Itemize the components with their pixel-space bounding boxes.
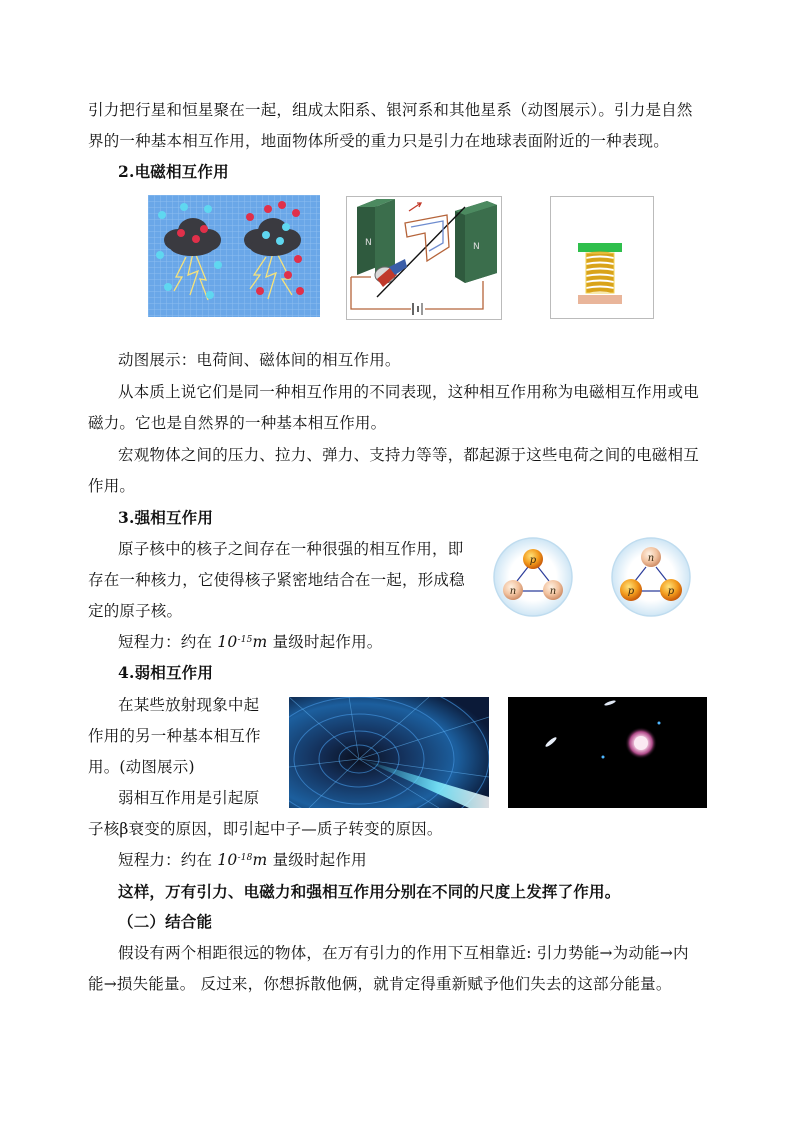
magnet-pole-left: N <box>365 238 372 248</box>
nucleus-diagram-1 <box>493 537 573 617</box>
text-line: 能→损失能量。 反过来，你想拆散他俩，就肯定得重新赋予他们失去的这部分能量。 <box>88 975 672 993</box>
text-line: 原子核中的核子之间存在一种很强的相互作用，即 <box>118 540 464 558</box>
text-line: 子核β衰变的原因，即引起中子—质子转变的原因。 <box>88 820 443 838</box>
tunnel-figure <box>289 697 489 808</box>
nucleon-label: p <box>627 586 635 597</box>
text-line: 作用的另一种基本相互作 <box>88 727 261 745</box>
heading-strong: 3.强相互作用 <box>118 508 214 527</box>
summary-line: 这样，万有引力、电磁力和强相互作用分别在不同的尺度上发挥了作用。 <box>118 882 621 901</box>
heading-weak: 4.弱相互作用 <box>118 663 214 682</box>
magnet-pole-right: N <box>473 242 480 252</box>
heading-electromagnetic: 2.电磁相互作用 <box>118 162 229 181</box>
text-line: 定的原子核。 <box>88 602 183 620</box>
nucleon-label: n <box>549 586 557 597</box>
nucleon-label: n <box>509 586 517 597</box>
nucleon-label: p <box>667 586 675 597</box>
text-line: 用。(动图展示) <box>88 758 195 776</box>
range-strong: 短程力：约在 $10^{-15}m$ 量级时起作用。 <box>118 633 383 651</box>
text-line: 动图展示：电荷间、磁体间的相互作用。 <box>118 351 401 369</box>
motor-magnets-figure <box>346 196 502 320</box>
text-line: 从本质上说它们是同一种相互作用的不同表现，这种相互作用称为电磁相互作用或电 <box>118 383 699 401</box>
nucleus-diagram-2 <box>611 537 691 617</box>
text-line: 弱相互作用是引起原 <box>118 789 260 807</box>
particle-decay-figure <box>508 697 707 808</box>
text-line: 宏观物体之间的压力、拉力、弹力、支持力等等，都起源于这些电荷之间的电磁相互 <box>118 446 699 464</box>
text-line: 界的一种基本相互作用，地面物体所受的重力只是引力在地球表面附近的一种表现。 <box>88 132 669 150</box>
range-weak: 短程力：约在 $10^{-18}m$ 量级时起作用 <box>118 851 367 869</box>
text-line: 引力把行星和恒星聚在一起，组成太阳系、银河系和其他星系（动图展示）。引力是自然 <box>88 101 693 119</box>
text-line: 存在一种核力，它使得核子紧密地结合在一起，形成稳 <box>88 571 465 589</box>
text-line: 假设有两个相距很远的物体，在万有引力的作用下互相靠近: 引力势能→为动能→内 <box>118 944 689 962</box>
text-line: 磁力。它也是自然界的一种基本相互作用。 <box>88 414 387 432</box>
heading-binding-energy: （二）结合能 <box>118 912 213 931</box>
charge-clouds-figure <box>148 195 320 317</box>
spring-figure <box>550 196 654 319</box>
nucleon-label: p <box>529 555 537 566</box>
text-line: 在某些放射现象中起 <box>118 696 260 714</box>
nucleon-label: n <box>647 553 655 564</box>
text-line: 作用。 <box>88 477 136 495</box>
